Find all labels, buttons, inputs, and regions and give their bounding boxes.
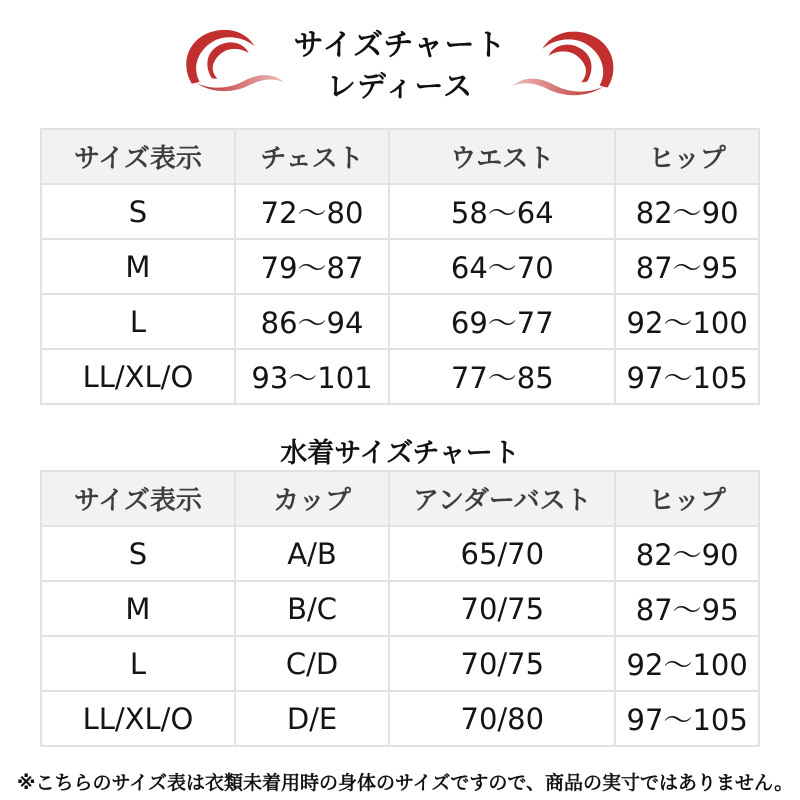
- table-cell: 92〜100: [615, 636, 759, 691]
- size-label-cell: M: [41, 239, 235, 294]
- table-cell: 86〜94: [235, 294, 389, 349]
- ladies-size-table: [40, 128, 760, 405]
- table-cell: 92〜100: [615, 294, 759, 349]
- table-cell: 64〜70: [389, 239, 615, 294]
- column-header-size: サイズ表示: [41, 129, 235, 184]
- table-cell: 97〜105: [615, 691, 759, 746]
- table-header-row: [41, 129, 759, 184]
- column-header-hip: ヒップ: [615, 471, 759, 526]
- size-label-cell: L: [41, 294, 235, 349]
- table-cell: 79〜87: [235, 239, 389, 294]
- table-cell: 65/70: [389, 526, 615, 581]
- size-chart-footnote: ※こちらのサイズ表は衣類未着用時の身体のサイズですので、商品の実寸ではありません。: [17, 772, 794, 794]
- swim-size-table: [40, 470, 760, 747]
- table-cell: B/C: [235, 581, 389, 636]
- table-cell: A/B: [235, 526, 389, 581]
- size-label-cell: S: [41, 526, 235, 581]
- table-cell: 82〜90: [615, 184, 759, 239]
- page-title-block: [0, 26, 800, 106]
- table-cell: 97〜105: [615, 349, 759, 404]
- table-row: [41, 581, 759, 636]
- table-cell: 58〜64: [389, 184, 615, 239]
- table-row: [41, 636, 759, 691]
- column-header-chest: チェスト: [235, 129, 389, 184]
- column-header-hip: ヒップ: [615, 129, 759, 184]
- table-cell: D/E: [235, 691, 389, 746]
- table-row: [41, 184, 759, 239]
- table-cell: 70/75: [389, 581, 615, 636]
- table-row: [41, 691, 759, 746]
- table-row: [41, 294, 759, 349]
- page-subtitle: レディース: [326, 69, 474, 103]
- size-label-cell: LL/XL/O: [41, 691, 235, 746]
- column-header-waist: ウエスト: [389, 129, 615, 184]
- table-cell: 93〜101: [235, 349, 389, 404]
- table-row: [41, 349, 759, 404]
- table-row: [41, 526, 759, 581]
- table-cell: 77〜85: [389, 349, 615, 404]
- table-header-row: [41, 471, 759, 526]
- size-label-cell: LL/XL/O: [41, 349, 235, 404]
- size-label-cell: M: [41, 581, 235, 636]
- table-cell: 69〜77: [389, 294, 615, 349]
- swim-section-title: 水着サイズチャート: [280, 438, 520, 469]
- table-cell: 87〜95: [615, 581, 759, 636]
- table-cell: 70/80: [389, 691, 615, 746]
- table-row: [41, 239, 759, 294]
- page-title: サイズチャート: [293, 28, 507, 63]
- column-header-size: サイズ表示: [41, 471, 235, 526]
- table-cell: 72〜80: [235, 184, 389, 239]
- table-cell: 82〜90: [615, 526, 759, 581]
- column-header-underbust: アンダーバスト: [389, 471, 615, 526]
- size-label-cell: L: [41, 636, 235, 691]
- column-header-cup: カップ: [235, 471, 389, 526]
- table-cell: C/D: [235, 636, 389, 691]
- table-cell: 87〜95: [615, 239, 759, 294]
- table-cell: 70/75: [389, 636, 615, 691]
- size-label-cell: S: [41, 184, 235, 239]
